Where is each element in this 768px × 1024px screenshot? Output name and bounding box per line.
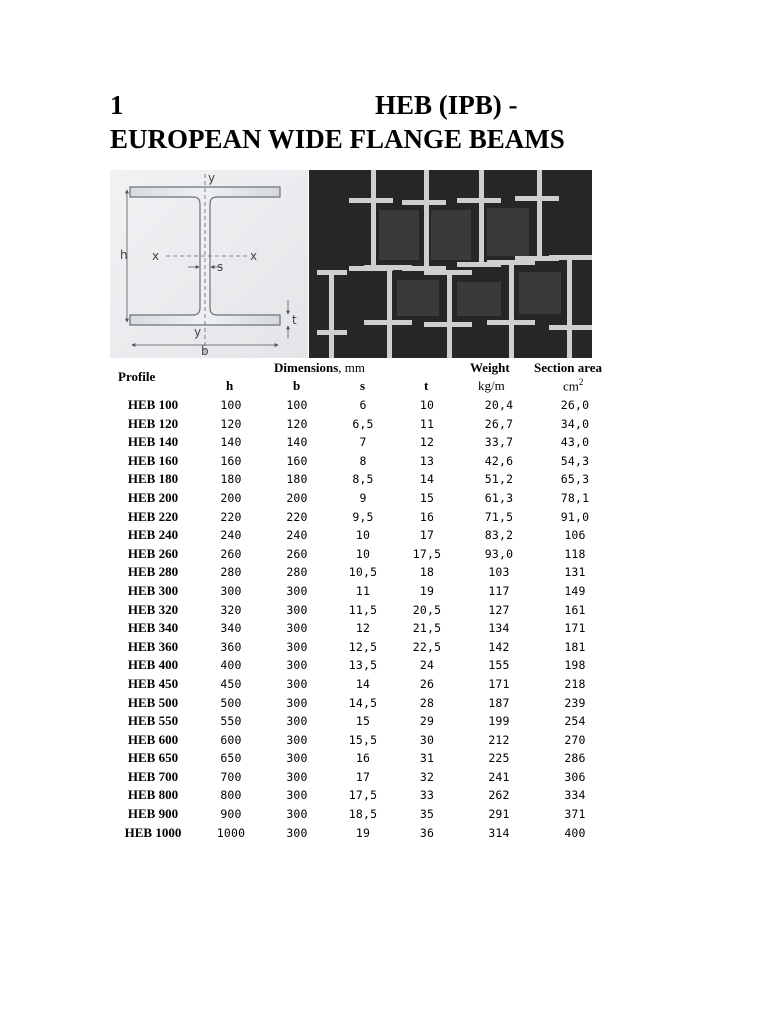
- cell-h: 260: [220, 546, 242, 561]
- table-row: [112, 396, 632, 415]
- label-y-top: y: [208, 171, 216, 185]
- cell-profile: HEB 360: [127, 638, 179, 654]
- header-dimensions: [274, 360, 365, 376]
- cell-area: 400: [564, 825, 586, 840]
- page-heading: [110, 88, 565, 156]
- cell-area: 34,0: [560, 416, 590, 431]
- cell-weight: 33,7: [484, 435, 514, 450]
- table-row: [112, 656, 632, 675]
- cell-t: 14: [419, 472, 435, 487]
- header-weight-unit: kg/m: [478, 378, 505, 393]
- cell-b: 300: [286, 751, 308, 766]
- cell-s: 6: [359, 398, 367, 412]
- cell-weight: 155: [488, 658, 510, 673]
- cell-area: 306: [564, 769, 586, 784]
- cell-t: 15: [419, 490, 435, 505]
- cell-weight: 103: [488, 565, 510, 580]
- cell-profile: HEB 600: [127, 731, 179, 747]
- label-t: t: [292, 313, 297, 327]
- cell-t: 24: [419, 658, 435, 673]
- heading-title-1: HEB (IPB) -: [375, 90, 518, 120]
- cell-t: 17: [419, 528, 435, 543]
- cell-area: 371: [564, 807, 586, 822]
- cell-b: 300: [286, 714, 308, 729]
- cell-b: 100: [286, 398, 308, 412]
- cell-area: 106: [564, 528, 586, 543]
- cell-s: 18,5: [348, 807, 378, 822]
- cell-b: 300: [286, 639, 308, 654]
- header-weight: Weight: [470, 360, 510, 375]
- cell-b: 300: [286, 825, 308, 840]
- cell-t: 18: [419, 565, 435, 580]
- cell-area: 254: [564, 714, 586, 729]
- cell-area: 118: [564, 546, 586, 561]
- cell-t: 31: [419, 751, 435, 766]
- cell-weight: 93,0: [484, 546, 514, 561]
- header-area-unit-base: cm: [563, 378, 579, 394]
- cell-area: 149: [564, 583, 586, 598]
- cell-profile: HEB 500: [127, 694, 179, 710]
- table-row: [112, 638, 632, 657]
- cell-weight: 134: [488, 621, 510, 636]
- cell-profile: HEB 260: [127, 545, 179, 561]
- header-profile: Profile: [118, 369, 156, 384]
- cell-h: 320: [220, 602, 242, 617]
- cell-s: 13,5: [348, 658, 378, 673]
- cell-h: 120: [220, 416, 242, 431]
- cell-t: 17,5: [412, 546, 442, 561]
- cell-b: 120: [286, 416, 308, 431]
- cell-area: 131: [564, 565, 586, 580]
- cell-weight: 51,2: [484, 472, 514, 487]
- cell-weight: 187: [488, 695, 510, 710]
- table-row: [112, 601, 632, 620]
- cell-t: 32: [419, 769, 435, 784]
- cell-b: 300: [286, 695, 308, 710]
- cell-b: 180: [286, 472, 308, 487]
- cell-b: 300: [286, 769, 308, 784]
- cell-area: 43,0: [560, 435, 590, 450]
- label-h: h: [120, 248, 128, 262]
- cell-b: 300: [286, 658, 308, 673]
- cell-s: 10: [355, 546, 371, 561]
- table-row: [112, 526, 632, 545]
- cell-weight: 142: [488, 639, 510, 654]
- cell-h: 800: [220, 788, 242, 803]
- cell-area: 334: [564, 788, 586, 803]
- cell-area: 181: [564, 639, 586, 654]
- header-b: b: [293, 378, 301, 393]
- cell-b: 220: [286, 509, 308, 524]
- cell-h: 180: [220, 472, 242, 487]
- cell-b: 300: [286, 621, 308, 636]
- cell-s: 10: [355, 528, 371, 543]
- cell-weight: 127: [488, 602, 510, 617]
- cell-weight: 199: [488, 714, 510, 729]
- cell-s: 15,5: [348, 732, 378, 747]
- cell-h: 360: [220, 639, 242, 654]
- cell-b: 300: [286, 732, 308, 747]
- table-row: [112, 786, 632, 805]
- cell-h: 900: [220, 807, 242, 822]
- cell-b: 240: [286, 528, 308, 543]
- table-row: [112, 582, 632, 601]
- cell-profile: HEB 140: [127, 434, 179, 450]
- header-area: Section area: [534, 360, 602, 375]
- cell-h: 140: [220, 435, 242, 450]
- cell-s: 8: [359, 453, 367, 468]
- cell-s: 11: [355, 583, 371, 598]
- beam-cross-section-diagram: [110, 170, 308, 358]
- cell-h: 650: [220, 751, 242, 766]
- cell-b: 300: [286, 676, 308, 691]
- cell-weight: 83,2: [484, 528, 514, 543]
- table-row: [112, 731, 632, 750]
- table-row: [112, 712, 632, 731]
- figures: [110, 170, 592, 358]
- cell-t: 19: [419, 583, 435, 598]
- cell-profile: HEB 700: [127, 768, 179, 784]
- cell-b: 140: [286, 435, 308, 450]
- label-y-bottom: y: [194, 325, 202, 339]
- cell-profile: HEB 300: [127, 582, 179, 598]
- cell-s: 17,5: [348, 788, 378, 803]
- cell-weight: 171: [488, 676, 510, 691]
- heb-properties-table: [112, 360, 632, 842]
- table-row: [112, 489, 632, 508]
- cell-t: 30: [419, 732, 435, 747]
- cell-t: 28: [419, 695, 435, 710]
- table-row: [112, 470, 632, 489]
- cell-s: 16: [355, 751, 371, 766]
- cell-b: 300: [286, 583, 308, 598]
- cell-weight: 61,3: [484, 490, 514, 505]
- cell-profile: HEB 900: [127, 806, 179, 822]
- cell-s: 11,5: [348, 602, 378, 617]
- cell-profile: HEB 180: [127, 471, 179, 487]
- cell-profile: HEB 650: [127, 750, 179, 766]
- cell-b: 300: [286, 602, 308, 617]
- cell-area: 198: [564, 658, 586, 673]
- table-row: [112, 694, 632, 713]
- header-h: h: [226, 378, 234, 393]
- cell-area: 91,0: [560, 509, 590, 524]
- cell-area: 171: [564, 621, 586, 636]
- cell-area: 65,3: [560, 472, 590, 487]
- cell-h: 500: [220, 695, 242, 710]
- header-area-unit-exp: 2: [578, 377, 584, 387]
- cell-profile: HEB 1000: [124, 824, 182, 840]
- cell-profile: HEB 400: [127, 657, 179, 673]
- table-row: [112, 508, 632, 527]
- cell-t: 12: [419, 435, 435, 450]
- cell-s: 7: [359, 435, 367, 450]
- cell-profile: HEB 240: [127, 527, 179, 543]
- section-number: 1: [110, 90, 124, 120]
- cell-area: 270: [564, 732, 586, 747]
- cell-area: 78,1: [560, 490, 590, 505]
- cell-weight: 42,6: [484, 453, 514, 468]
- cell-t: 21,5: [412, 621, 442, 636]
- table-row: [112, 433, 632, 452]
- table-body: [112, 396, 632, 842]
- cell-weight: 262: [488, 788, 510, 803]
- cell-h: 160: [220, 453, 242, 468]
- table-row: [112, 415, 632, 434]
- cell-weight: 117: [488, 583, 510, 598]
- cell-profile: HEB 280: [127, 564, 179, 580]
- cell-t: 26: [419, 676, 435, 691]
- table-row: [112, 563, 632, 582]
- cell-h: 220: [220, 509, 242, 524]
- header-s: s: [360, 378, 366, 393]
- cell-profile: HEB 120: [127, 415, 179, 431]
- cell-profile: HEB 450: [127, 675, 179, 691]
- cell-weight: 225: [488, 751, 510, 766]
- label-b: b: [201, 344, 209, 358]
- heading-line-2: EUROPEAN WIDE FLANGE BEAMS: [110, 124, 565, 154]
- table-row: [112, 619, 632, 638]
- table-row: [112, 452, 632, 471]
- cell-s: 14,5: [348, 695, 378, 710]
- cell-profile: HEB 340: [127, 620, 179, 636]
- cell-area: 286: [564, 751, 586, 766]
- cell-h: 100: [220, 398, 242, 412]
- cell-t: 20,5: [412, 602, 442, 617]
- heading-line-1: [110, 88, 565, 122]
- cell-profile: HEB 800: [127, 787, 179, 803]
- cell-s: 15: [355, 714, 371, 729]
- table-row: [112, 824, 632, 843]
- cell-t: 29: [419, 714, 435, 729]
- cell-area: 218: [564, 676, 586, 691]
- cell-t: 36: [419, 825, 435, 840]
- table-row: [112, 768, 632, 787]
- cell-s: 12: [355, 621, 371, 636]
- cell-area: 54,3: [560, 453, 590, 468]
- cell-h: 280: [220, 565, 242, 580]
- cell-h: 200: [220, 490, 242, 505]
- cell-b: 300: [286, 788, 308, 803]
- cell-t: 13: [419, 453, 435, 468]
- cell-h: 240: [220, 528, 242, 543]
- cell-weight: 26,7: [484, 416, 514, 431]
- header-t: t: [424, 378, 429, 393]
- cell-s: 9,5: [352, 509, 374, 524]
- cell-h: 300: [220, 583, 242, 598]
- cell-s: 6,5: [352, 416, 374, 431]
- cell-area: 239: [564, 695, 586, 710]
- cell-s: 10,5: [348, 565, 378, 580]
- cell-weight: 212: [488, 732, 510, 747]
- header-dimensions-unit: , mm: [338, 360, 366, 375]
- cell-h: 700: [220, 769, 242, 784]
- cell-weight: 314: [488, 825, 510, 840]
- cell-t: 22,5: [412, 639, 442, 654]
- cell-profile: HEB 550: [127, 713, 179, 729]
- cell-area: 26,0: [560, 398, 590, 412]
- table-row: [112, 805, 632, 824]
- table-row: [112, 545, 632, 564]
- cell-b: 280: [286, 565, 308, 580]
- cell-weight: 291: [488, 807, 510, 822]
- label-s: s: [217, 260, 224, 274]
- cell-b: 300: [286, 807, 308, 822]
- cell-area: 161: [564, 602, 586, 617]
- cell-b: 260: [286, 546, 308, 561]
- cell-s: 12,5: [348, 639, 378, 654]
- cell-weight: 20,4: [484, 398, 514, 412]
- header-area-unit: [563, 377, 583, 394]
- cell-h: 450: [220, 676, 242, 691]
- cell-profile: HEB 100: [127, 397, 179, 412]
- cell-t: 10: [419, 398, 435, 412]
- cell-s: 19: [355, 825, 371, 840]
- cell-h: 400: [220, 658, 242, 673]
- cell-h: 600: [220, 732, 242, 747]
- label-x-left: x: [152, 249, 160, 263]
- cell-weight: 71,5: [484, 509, 514, 524]
- cell-b: 160: [286, 453, 308, 468]
- label-x-right: x: [250, 249, 258, 263]
- cell-profile: HEB 200: [127, 489, 179, 505]
- cell-b: 200: [286, 490, 308, 505]
- cell-t: 16: [419, 509, 435, 524]
- cell-t: 11: [419, 416, 435, 431]
- cell-h: 550: [220, 714, 242, 729]
- cell-h: 1000: [216, 825, 246, 840]
- cell-t: 33: [419, 788, 435, 803]
- cell-s: 8,5: [352, 472, 374, 487]
- cell-h: 340: [220, 621, 242, 636]
- cell-profile: HEB 160: [127, 452, 179, 468]
- cell-profile: HEB 320: [127, 601, 179, 617]
- cell-s: 17: [355, 769, 371, 784]
- table-header: [112, 360, 632, 396]
- table-row: [112, 749, 632, 768]
- header-dimensions-bold: Dimensions: [274, 360, 339, 375]
- cell-s: 14: [355, 676, 371, 691]
- cell-weight: 241: [488, 769, 510, 784]
- cell-t: 35: [419, 807, 435, 822]
- table-row: [112, 675, 632, 694]
- cell-s: 9: [359, 490, 367, 505]
- cell-profile: HEB 220: [127, 508, 179, 524]
- steel-beams-photo: [309, 170, 592, 358]
